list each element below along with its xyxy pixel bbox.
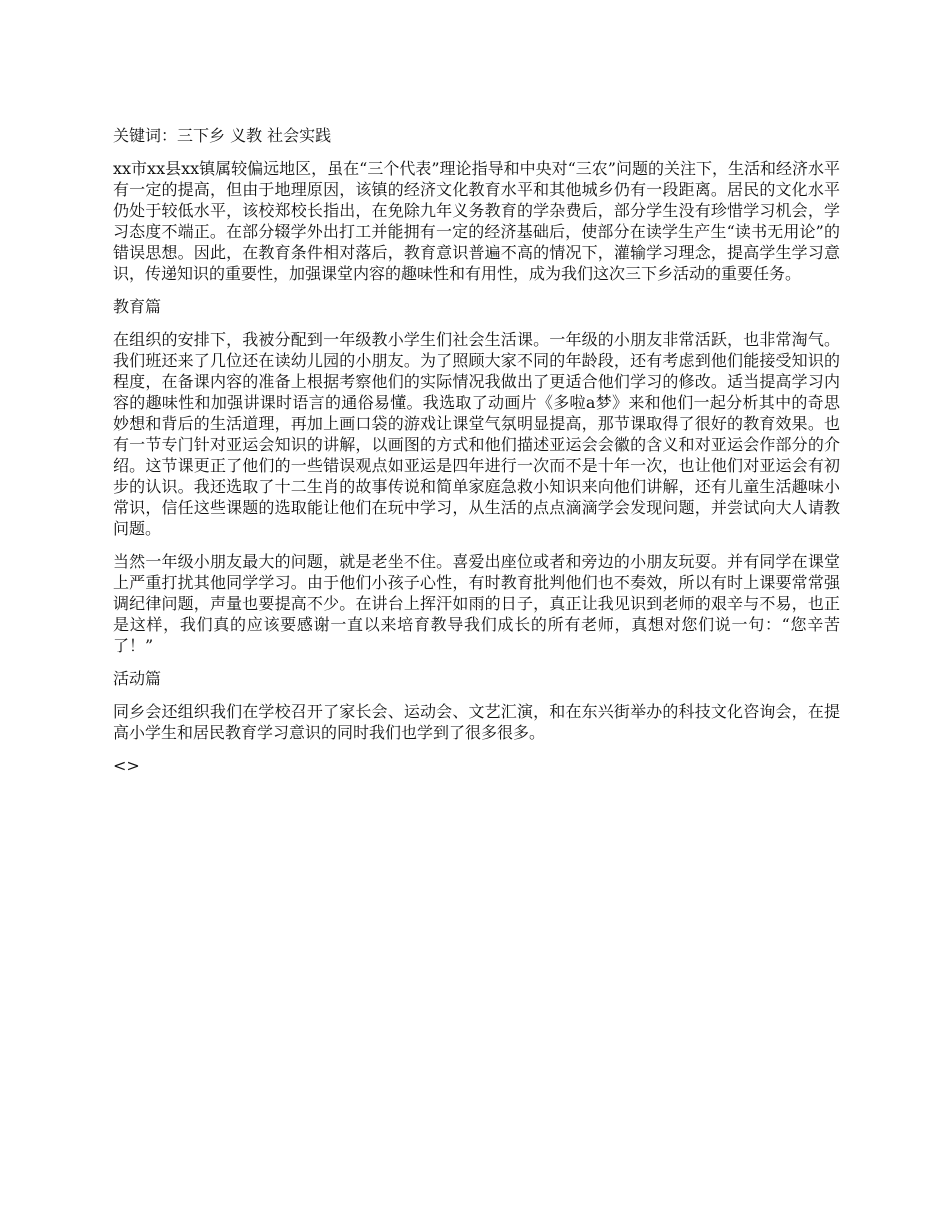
section-heading-education: 教育篇 [113, 297, 162, 316]
keywords-line: 关键词：三下乡 义教 社会实践 [113, 126, 332, 145]
document-page [113, 125, 840, 788]
activity-paragraph-1: 同乡会还组织我们在学校召开了家长会、运动会、文艺汇演，和在东兴街举办的科技文化咨询会，在提高小学生和居民教育学习意识的同时我们也学到了很多很多。 [113, 702, 840, 742]
footer-mark: <> [113, 756, 140, 775]
education-paragraph-1: 在组织的安排下，我被分配到一年级教小学生们社会生活课。一年级的小朋友非常活跃，也非常淘气。我们班还来了几位还在读幼儿园的小朋友。为了照顾大家不同的年龄段，还有考虑到他们能接受知识的程度，在备课内容的准备上根据考察他们的实际情况我做出了更适合他们学习的修改。适当提高学习内容的趣味性和加强讲课时语言的通俗易懂。我选取了动画片《多啦a梦》来和他们一起分析其中的奇思妙想和背后的生活道理，再加上画口袋的游戏让课堂气氛明显提高，那节课取得了很好的教育效果。也有一节专门针对亚运会知识的讲解，以画图的方式和他们描述亚运会会徽的含义和对亚运会作部分的介绍。这节课更正了他们的一些错误观点如亚运是四年进行一次而不是十年一次，也让他们对亚运会有初步的认识。我还选取了十二生肖的故事传说和简单家庭急救小知识来向他们讲解，还有儿童生活趣味小常识，信任这些课题的选取能让他们在玩中学习，从生活的点点滴滴学会发现问题，并尝试向大人请教问题。 [113, 330, 840, 538]
section-heading-activity: 活动篇 [113, 669, 162, 688]
intro-paragraph: xx市xx县xx镇属较偏远地区，虽在“三个代表”理论指导和中央对“三农”问题的关注下，生活和经济水平有一定的提高，但由于地理原因，该镇的经济文化教育水平和其他城乡仍有一段距离。居民的文化水平仍处于较低水平，该校郑校长指出，在免除九年义务教育的学杂费后，部分学生没有珍惜学习机会，学习态度不端正。在部分辍学外出打工并能拥有一定的经济基础后，使部分在读学生产生“读书无用论”的错误思想。因此，在教育条件相对落后，教育意识普遍不高的情况下，灌输学习理念，提高学生学习意识，传递知识的重要性，加强课堂内容的趣味性和有用性，成为我们这次三下乡活动的重要任务。 [113, 159, 840, 283]
education-paragraph-2: 当然一年级小朋友最大的问题，就是老坐不住。喜爱出座位或者和旁边的小朋友玩耍。并有同学在课堂上严重打扰其他同学学习。由于他们小孩子心性，有时教育批判他们也不奏效，所以有时上课要常常强调纪律问题，声量也要提高不少。在讲台上挥汗如雨的日子，真正让我见识到老师的艰辛与不易，也正是这样，我们真的应该要感谢一直以来培育教导我们成长的所有老师，真想对您们说一句：“您辛苦了！” [113, 552, 840, 655]
